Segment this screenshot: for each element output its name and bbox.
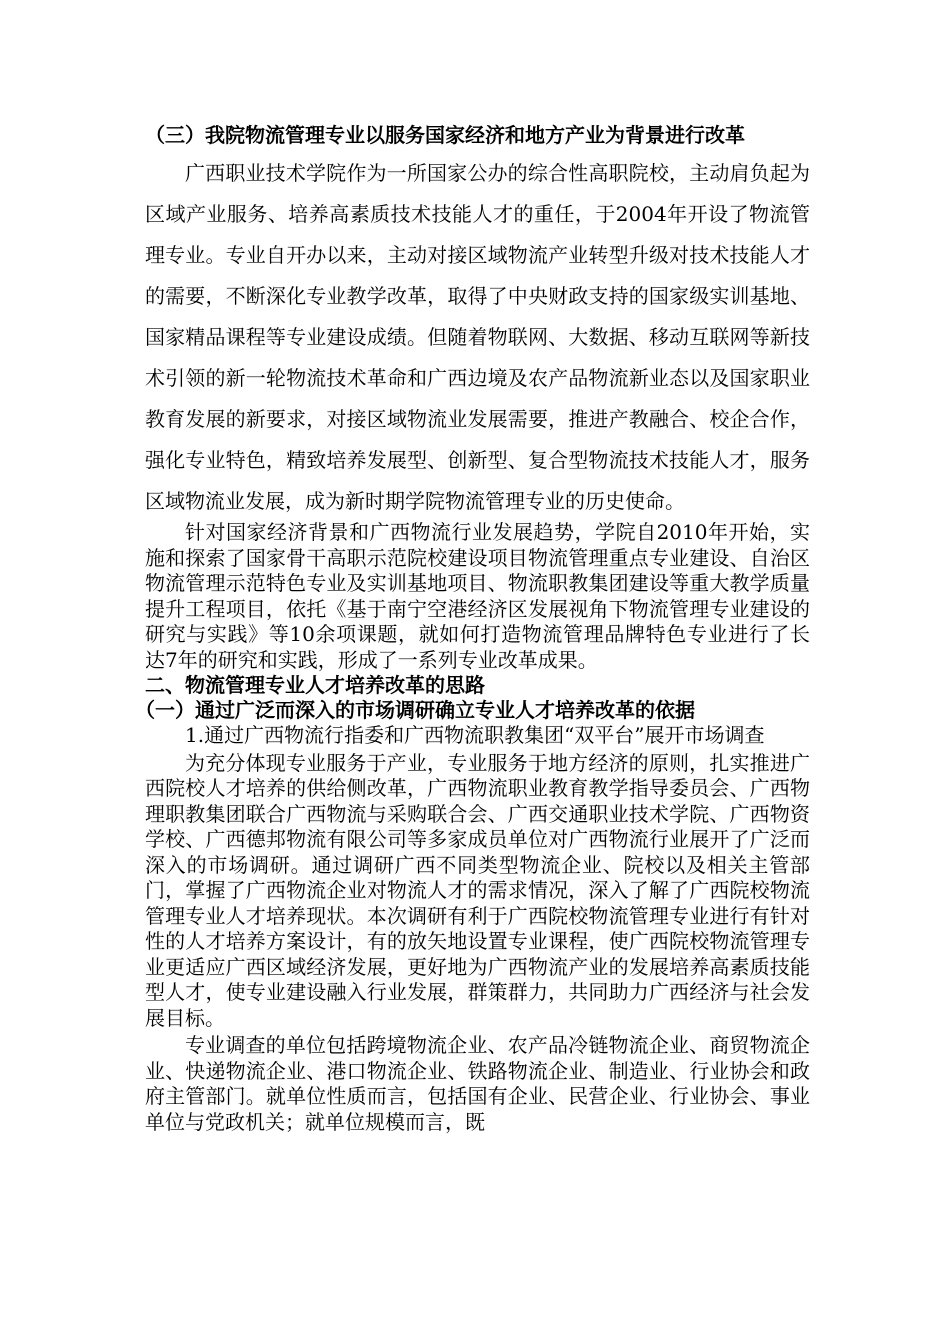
paragraph-2: 针对国家经济背景和广西物流行业发展趋势，学院自2010年开始，实施和探索了国家骨干高职示范院校建设项目物流管理重点专业建设、自治区物流管理示范特色专业及实训基地项目、物流职教集团建设等重大教学质量提升工程项目，依托《基于南宁空港经济区发展视角下物流管理专业建设的研究与实践》等10余项课题，就如何打造物流管理品牌特色专业进行了长达7年的研究和实践，形成了一系列专业改革成果。 bbox=[145, 520, 810, 672]
paragraph-4: 为充分体现专业服务于产业，专业服务于地方经济的原则，扎实推进广西院校人才培养的供给侧改革，广西物流职业教育教学指导委员会、广西物理职教集团联合广西物流与采购联合会、广西交通职业技术学院、广西物资学校、广西德邦物流有限公司等多家成员单位对广西物流行业展开了广泛而深入的市场调研。通过调研广西不同类型物流企业、院校以及相关主管部门，掌握了广西物流企业对物流人才的需求情况，深入了解了广西院校物流管理专业人才培养现状。本次调研有利于广西院校物流管理专业进行有针对性的人才培养方案设计，有的放矢地设置专业课程，使广西院校物流管理专业更适应广西区域经济发展，更好地为广西物流产业的发展培养高素质技能型人才，使专业建设融入行业发展，群策群力，共同助力广西经济与社会发展目标。 bbox=[145, 750, 810, 1030]
paragraph-5: 专业调查的单位包括跨境物流企业、农产品冷链物流企业、商贸物流企业、快递物流企业、港口物流企业、铁路物流企业、制造业、行业协会和政府主管部门。就单位性质而言，包括国有企业、民营企业、行业协会、事业单位与党政机关；就单位规模而言，既 bbox=[145, 1033, 810, 1134]
paragraph-3: 1.通过广西物流行指委和广西物流职教集团“双平台”展开市场调查 bbox=[185, 723, 765, 747]
chapter-heading-2: 二、物流管理专业人才培养改革的思路 bbox=[145, 673, 485, 697]
document-page bbox=[135, 122, 810, 1135]
section-heading-2-1: （一）通过广泛而深入的市场调研确立专业人才培养改革的依据 bbox=[135, 698, 695, 722]
paragraph-1: 广西职业技术学院作为一所国家公办的综合性高职院校，主动肩负起为区域产业服务、培养高素质技术技能人才的重任，于2004年开设了物流管理专业。专业自开办以来，主动对接区域物流产业转型升级对技术技能人才的需要，不断深化专业教学改革，取得了中央财政支持的国家级实训基地、国家精品课程等专业建设成绩。但随着物联网、大数据、移动互联网等新技术引领的新一轮物流技术革命和广西边境及农产品物流新业态以及国家职业教育发展的新要求，对接区域物流业发展需要，推进产教融合、校企合作，强化专业特色，精致培养发展型、创新型、复合型物流技术技能人才，服务区域物流业发展，成为新时期学院物流管理专业的历史使命。 bbox=[145, 161, 810, 513]
section-heading-3: （三）我院物流管理专业以服务国家经济和地方产业为背景进行改革 bbox=[145, 123, 745, 147]
